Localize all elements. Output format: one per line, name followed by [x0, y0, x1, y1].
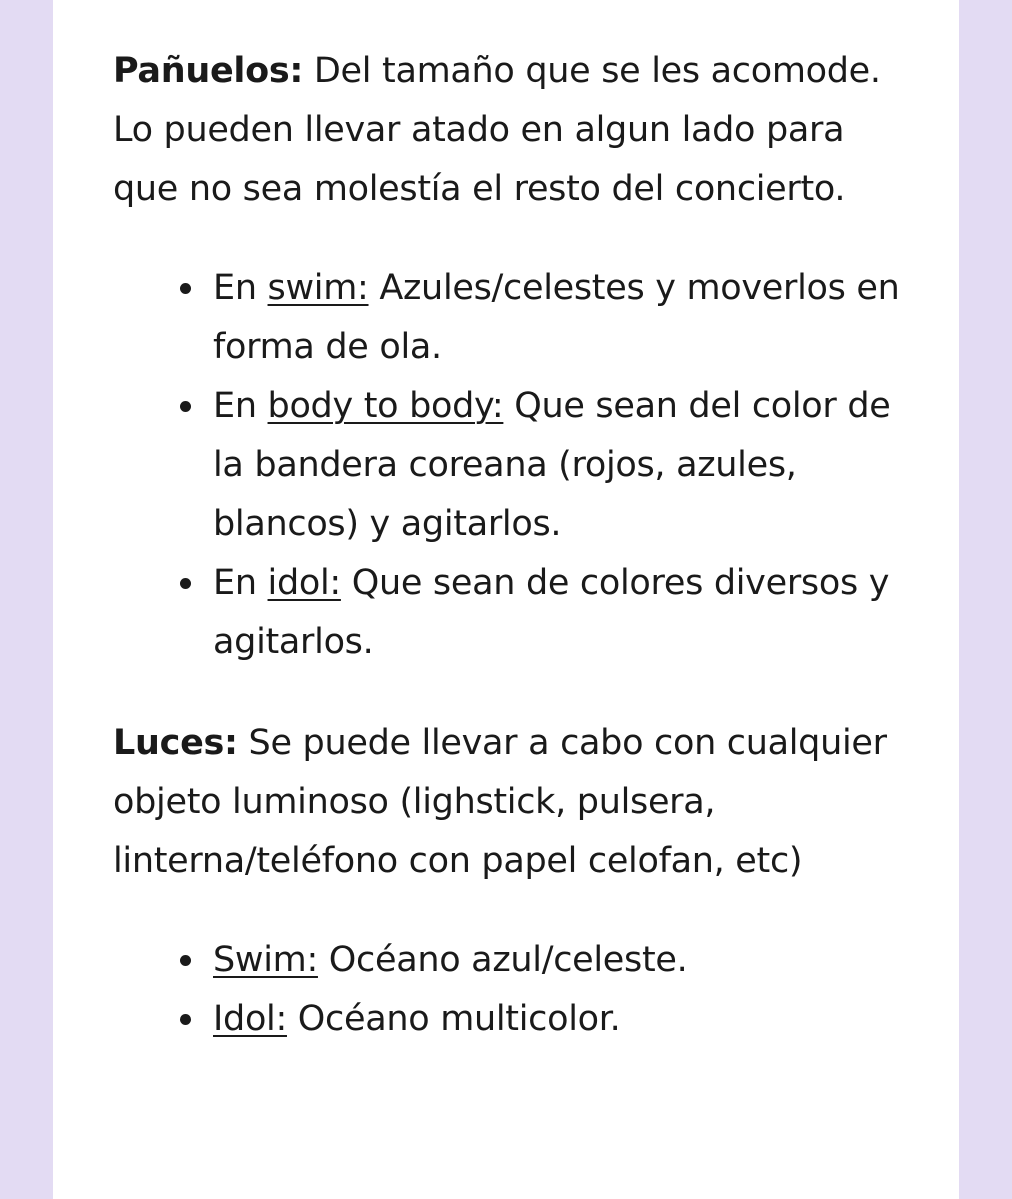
- bullet-icon: [180, 1014, 191, 1025]
- list-item-idol: [213, 554, 913, 672]
- item-text: Océano multicolor.: [286, 999, 621, 1039]
- bullet-icon: [180, 283, 191, 294]
- swim-link: Swim:: [213, 940, 318, 980]
- luces-label: Luces:: [113, 723, 238, 763]
- bullet-icon: [180, 955, 191, 966]
- item-text: Azules/celestes y moverlos en forma de ola.: [213, 268, 900, 367]
- item-text: Océano azul/celeste.: [317, 940, 688, 980]
- swim-link: swim:: [267, 268, 369, 308]
- list-item-body-to-body: [213, 377, 913, 554]
- luces-paragraph: [113, 714, 913, 891]
- bullet-icon: [180, 578, 191, 589]
- idol-link: idol:: [267, 563, 341, 603]
- body-to-body-link: body to body:: [267, 386, 504, 426]
- panuelos-text: Del tamaño que se les acomode. Lo pueden llevar atado en algun lado para que no sea molestía el resto del concierto.: [113, 51, 881, 209]
- bullet-icon: [180, 401, 191, 412]
- document-page: [53, 0, 959, 1199]
- list-item-swim-luces: [213, 931, 913, 990]
- idol-link: Idol:: [213, 999, 287, 1039]
- panuelos-list: [213, 259, 913, 672]
- panuelos-paragraph: [113, 42, 913, 219]
- item-text: Que sean de colores diversos y agitarlos.: [213, 563, 890, 662]
- list-item-idol-luces: [213, 990, 913, 1049]
- luces-list: [213, 931, 913, 1049]
- panuelos-label: Pañuelos:: [113, 51, 304, 91]
- document-content: [113, 42, 913, 1049]
- item-text: Que sean del color de la bandera coreana (rojos, azules, blancos) y agitarlos.: [213, 386, 891, 544]
- list-item-swim: [213, 259, 913, 377]
- item-prefix: En: [213, 268, 268, 308]
- item-prefix: En: [213, 563, 268, 603]
- luces-text: Se puede llevar a cabo con cualquier objeto luminoso (lighstick, pulsera, linterna/teléfono con papel celofan, etc): [113, 723, 887, 881]
- item-prefix: En: [213, 386, 268, 426]
